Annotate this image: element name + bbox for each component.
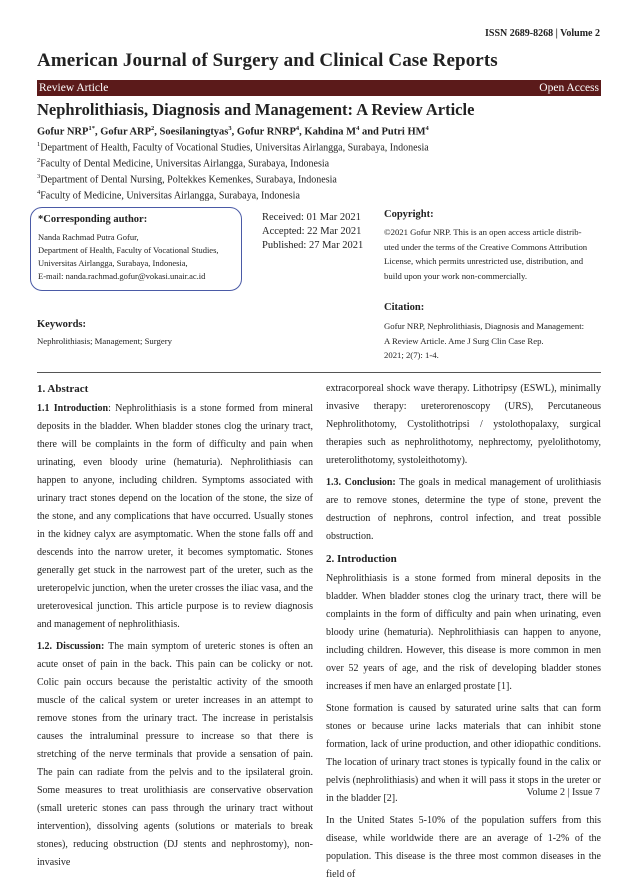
affiliation [37,173,337,185]
corresponding-email[interactable]: E-mail: nanda.rachmad.gofur@vokasi.unair.ac.id [38,271,206,281]
left-column [37,380,313,876]
author-sup: 3 [228,125,232,132]
affiliation-text: Faculty of Medicine, Universitas Airlangga, Surabaya, Indonesia [40,190,300,202]
corresponding-line: Nanda Rachmad Putra Gofur, [38,232,139,242]
citation-block [384,302,604,363]
author-name: Kahdina M [304,126,357,138]
citation-line: Gofur NRP, Nephrolithiasis, Diagnosis and Management: [384,321,585,331]
citation-line: 2021; 2(7): 1-4. [384,350,439,360]
article-dates [262,211,363,253]
introduction-paragraph: In the United States 5-10% of the population suffers from this disease, while worldwide there are an average of 1-2% of the population. This disease is the three most common diseases in the field of [326,815,601,880]
received-date: Received: 01 Mar 2021 [262,212,361,223]
issn-volume: ISSN 2689-8268 | Volume 2 [485,28,600,39]
author-sup: 4 [356,125,360,132]
abstract-heading: 1. Abstract [37,383,89,395]
affiliation-num: 2 [37,157,41,164]
published-date: Published: 27 Mar 2021 [262,240,364,251]
affiliation-text: Faculty of Dental Medicine, Universitas Airlangga, Surabaya, Indonesia [40,158,330,170]
conclusion-text: The goals in medical management of urolithiasis are to remove stones, determine the type of stone, prevent the destruction of nephrons, control infection, and treat possible obstruction. [326,477,602,542]
affiliation-num: 3 [37,173,41,180]
author-name: Gofur ARP [100,126,152,138]
copyright-line: License, which permits unrestricted use, distribution, and [384,256,584,266]
discussion-text: The main symptom of ureteric stones is often an acute onset of pain in the back. This pain can be colicky or not. Colic pain occurs because the peristaltic activity of the smooth muscle of the calical system or ureter increases in an attempt to remove stones from the urinary tract. The increase in peristalsis causes the intraluminal pressure to increase so that there is stretching of the nerve terminals that provide a sensation of pain. The pain can radiate from the pelvis and to the ipsilateral groin. Some measures to treat urolithiasis are conservative observation (small ureteric stones can pass through the urinary tract without intervention), dissolving agents (solutions or materials to break stones), reducing obstruction (DJ stents and nephrostomy), non-invasive [37,641,313,868]
corresponding-heading: *Corresponding author: [38,214,148,225]
introduction-paragraph: Nephrolithiasis is a stone formed from mineral deposits in the bladder. When bladder stones clog the urinary tract, there will be complaints in the form of difficulty and pain when urinating, even bloody urine (hematuria). Nephrolithiasis can happen to anyone, including children. However, this disease is more common in men over 52 years of age, and the risk of developing bladder stones increases if men have an enlarged prostate [1]. [326,573,601,692]
journal-title: American Journal of Surgery and Clinical Case Reports [37,50,498,71]
introduction-heading: 2. Introduction [326,553,397,565]
conclusion-lead: 1.3. Conclusion: [326,477,396,488]
introduction-paragraph: Stone formation is caused by saturated urine salts that can form stones or because urine lacks materials that can inhibit stone formation, lack of urine production, and other idiopathic conditions. The location of urinary tract stones is typically found in the calix or pelvis (nephrolithiasis) and when it will pass it stops in the ureter or in the bladder [2]. [326,703,601,804]
abstract-conclusion [326,474,601,546]
author-name: Gofur RNRP [236,126,296,138]
affiliation-text: Department of Health, Faculty of Vocational Studies, Universitas Airlangga, Surabaya, Indonesia [40,142,429,154]
abstract-continuation: extracorporeal shock wave therapy. Lithotripsy (ESWL), minimally invasive therapy: ureterorenoscopy (URS), Percutaneous Nephrolithotomy, Cystolithotripsi / ystolothopalaxy, surgical therapies such as nephrolithotomy, nephrectomy, pyelolithotomy, ureterolithotomy, systoleithotomy). [326,383,601,466]
copyright-line: ©2021 Gofur NRP. This is an open access article distrib- [384,227,582,237]
right-column [326,380,601,888]
discussion-lead: 1.2. Discussion: [37,641,105,652]
corresponding-author-box [30,207,242,291]
article-title: Nephrolithiasis, Diagnosis and Management: A Review Article [37,100,475,119]
keywords-text: Nephrolithiasis; Management; Surgery [37,336,172,346]
affiliation-text: Department of Dental Nursing, Poltekkes Kemenkes, Surabaya, Indonesia [40,174,337,186]
divider [37,372,601,373]
copyright-heading: Copyright: [384,209,434,220]
page-footer: Volume 2 | Issue 7 [526,787,600,798]
accepted-date: Accepted: 22 Mar 2021 [262,226,362,237]
author-sup: 4 [425,125,429,132]
author-sup: 4 [295,125,300,132]
article-banner [37,80,601,96]
open-access-label: Open Access [539,82,599,94]
citation-heading: Citation: [384,302,425,313]
copyright-line: build upon your work non-commercially. [384,270,527,281]
author-sup: 1* [88,125,95,132]
copyright-line: uted under the terms of the Creative Commons Attribution [384,241,588,252]
keywords-heading: Keywords: [37,319,86,330]
affiliation-num: 1 [37,141,41,148]
affiliation-num: 4 [37,189,41,196]
corresponding-line: Universitas Airlangga, Surabaya, Indonesia, [38,258,188,268]
author-sup: 2 [151,125,155,132]
intro-lead: 1.1 Introduction [37,403,109,414]
abstract-discussion [37,638,313,872]
affiliation [37,141,429,153]
author-name: Putri HM [381,126,426,138]
author-name: Gofur NRP [37,126,89,138]
article-type-label: Review Article [39,82,109,94]
copyright-block [384,209,604,283]
corresponding-line: Department of Health, Faculty of Vocational Studies, [38,245,219,255]
intro-text: : Nephrolithiasis is a stone formed from mineral deposits in the bladder. When bladder stones clog the urinary tract, there will be complaints in the form of difficulty and pain when urinating, even bloody urine (hematuria). Nephrolithiasis can happen to anyone, including children. Symptoms associated with urinary tract stones depend on the location of the stone, the size of the stone, and any complications that have occurred. Usually stones in the kidney calyx are asymptomatic. When the stone falls off and descends into the narrow ureter, it becomes symptomatic. Stones generally get stuck in the narrowest part of the ureter, such as the ureteropelvic junction, when the ureter crosses the iliac vasa, and the ureterovesical junction. This article purpose is to review diagnosis and management of nephrolithiasis. [37,403,313,630]
abstract-introduction [37,400,313,634]
author-name: Soesilaningtyas [159,126,229,138]
author-list: Gofur $NRP^{1*}$, Gofur ARP$^2$, Soesilaningtyas$^3$, Gofur RNRP$^4$, Kahdina $M^4$ and Putri $HM^4$ [37,125,429,138]
citation-line: A Review Article. Ame J Surg Clin Case Rep. [384,335,544,346]
affiliation [37,157,329,169]
affiliation [37,189,300,201]
